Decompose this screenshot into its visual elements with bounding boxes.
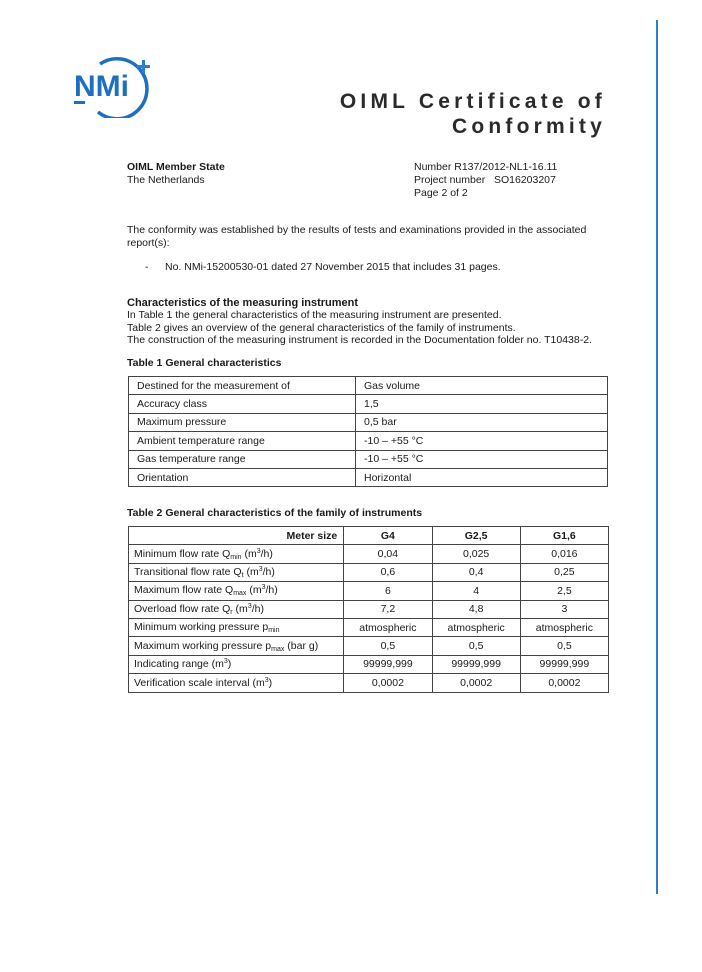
row-label (129, 674, 344, 692)
section-line-3: The construction of the measuring instrument is recorded in the Documentation folder no. T10438-2. (127, 334, 592, 347)
member-state-label: OIML Member State (127, 161, 225, 173)
label-part-label: Minimum working pressure p (134, 621, 269, 634)
value-g16: 2,5 (520, 582, 608, 600)
member-state-value: The Netherlands (127, 174, 205, 186)
label-part-sub: t (241, 571, 244, 579)
row-value: Gas volume (356, 377, 608, 395)
table-header-row (129, 527, 609, 545)
label-part-unit-end: ) (227, 658, 232, 671)
value-g16: atmospheric (520, 618, 608, 636)
title-line-1: OIML Certificate of (339, 90, 606, 113)
value-g16: 0,0002 (520, 674, 608, 692)
row-label: Maximum pressure (129, 413, 356, 431)
row-label: Ambient temperature range (129, 432, 356, 450)
table-row (129, 377, 608, 395)
label-part-label: Verification scale interval (m (134, 676, 265, 689)
title-line-2: Conformity (452, 115, 606, 138)
label-part-unit-end: /h) (262, 565, 275, 578)
label-part-sup: 3 (223, 658, 228, 666)
label-part-sub: r (230, 608, 233, 616)
member-state-block (127, 161, 225, 187)
table1-title: Table 1 General characteristics (127, 357, 282, 369)
label-part-sub: max (233, 590, 247, 598)
table-row (129, 468, 608, 486)
margin-rule (656, 20, 658, 894)
label-part-sub: min (230, 553, 242, 561)
value-g25: 0,025 (432, 545, 520, 563)
characteristics-section (127, 297, 627, 347)
value-g25: 0,4 (432, 563, 520, 581)
label-part-sup: 3 (256, 547, 261, 555)
project-number: Project number SO16203207 (414, 174, 556, 186)
value-g16: 0,5 (520, 637, 608, 655)
section-line-2: Table 2 gives an overview of the general characteristics of the family of instruments. (127, 321, 516, 334)
row-label (129, 582, 344, 600)
label-part-sup: 3 (264, 676, 269, 684)
label-part-unit-end: /h) (265, 584, 278, 597)
g16-header: G1,6 (520, 527, 608, 545)
row-label (129, 600, 344, 618)
row-value: -10 – +55 °C (356, 450, 608, 468)
label-part-unit-end: ) (268, 676, 273, 689)
row-value: Horizontal (356, 468, 608, 486)
row-label: Destined for the measurement of (129, 377, 356, 395)
value-g16: 0,25 (520, 563, 608, 581)
table2-title: Table 2 General characteristics of the family of instruments (127, 507, 423, 519)
label-part-unit: (m (243, 565, 259, 578)
page-number: Page 2 of 2 (414, 187, 468, 199)
value-g16: 99999,999 (520, 655, 608, 673)
row-value: 0,5 bar (356, 413, 608, 431)
reference-block (414, 161, 557, 200)
value-g4: 6 (344, 582, 432, 600)
label-part-sub: min (268, 627, 280, 635)
value-g25: 0,0002 (432, 674, 520, 692)
table-row (129, 637, 609, 655)
row-label (129, 545, 344, 563)
label-part-label: Maximum flow rate Q (134, 584, 234, 597)
table-row (129, 395, 608, 413)
label-part-unit: (m (232, 602, 248, 615)
document-title (246, 89, 606, 139)
value-g25: 4,8 (432, 600, 520, 618)
value-g4: 0,5 (344, 637, 432, 655)
g25-header: G2,5 (432, 527, 520, 545)
table-row (129, 545, 609, 563)
label-part-unit: (bar g) (284, 639, 319, 652)
label-part-unit: (m (241, 547, 257, 560)
table-row (129, 655, 609, 673)
row-value: -10 – +55 °C (356, 432, 608, 450)
value-g25: 0,5 (432, 637, 520, 655)
value-g25: atmospheric (432, 618, 520, 636)
value-g4: 0,6 (344, 563, 432, 581)
row-value: 1,5 (356, 395, 608, 413)
row-label (129, 637, 344, 655)
report-reference: No. NMi-15200530-01 dated 27 November 2015 that includes 31 pages. (165, 261, 501, 273)
section-line-1: In Table 1 the general characteristics of the measuring instrument are presented. (127, 309, 502, 322)
label-part-unit: (m (246, 584, 262, 597)
row-label: Orientation (129, 468, 356, 486)
value-g16: 0,016 (520, 545, 608, 563)
row-label (129, 563, 344, 581)
value-g4: 7,2 (344, 600, 432, 618)
value-g4: 99999,999 (344, 655, 432, 673)
label-part-sup: 3 (258, 565, 263, 573)
table-row (129, 413, 608, 431)
label-part-sub: max (271, 645, 285, 653)
g4-header: G4 (344, 527, 432, 545)
family-table-body (129, 545, 609, 692)
certificate-number: Number R137/2012-NL1-16.11 (414, 161, 558, 173)
value-g16: 3 (520, 600, 608, 618)
list-dash: - (145, 261, 149, 273)
value-g4: 0,04 (344, 545, 432, 563)
label-part-label: Minimum flow rate Q (134, 547, 231, 560)
meter-size-header: Meter size (129, 527, 344, 545)
label-part-sup: 3 (247, 602, 252, 610)
table-row (129, 600, 609, 618)
intro-paragraph: The conformity was established by the results of tests and examinations provided in the associated report(s): (127, 224, 587, 249)
label-part-label: Overload flow rate Q (134, 602, 231, 615)
table-row (129, 450, 608, 468)
label-part-label: Indicating range (m (134, 658, 224, 671)
label-part-label: Transitional flow rate Q (134, 565, 242, 578)
row-label (129, 618, 344, 636)
family-characteristics-table (128, 526, 609, 693)
label-part-unit-end: /h) (251, 602, 264, 615)
row-label (129, 655, 344, 673)
table-row (129, 618, 609, 636)
value-g25: 99999,999 (432, 655, 520, 673)
label-part-sup: 3 (261, 584, 266, 592)
label-part-label: Maximum working pressure p (134, 639, 272, 652)
row-label: Accuracy class (129, 395, 356, 413)
value-g4: 0,0002 (344, 674, 432, 692)
table-row (129, 432, 608, 450)
value-g25: 4 (432, 582, 520, 600)
value-g4: atmospheric (344, 618, 432, 636)
section-heading: Characteristics of the measuring instrument (127, 297, 359, 309)
general-characteristics-table (128, 376, 608, 487)
nmi-logo (74, 54, 160, 118)
table-row (129, 674, 609, 692)
report-list-item (145, 261, 501, 274)
logo-text: NMi (74, 70, 129, 103)
table-row (129, 582, 609, 600)
table-row (129, 563, 609, 581)
label-part-unit-end: /h) (260, 547, 273, 560)
row-label: Gas temperature range (129, 450, 356, 468)
